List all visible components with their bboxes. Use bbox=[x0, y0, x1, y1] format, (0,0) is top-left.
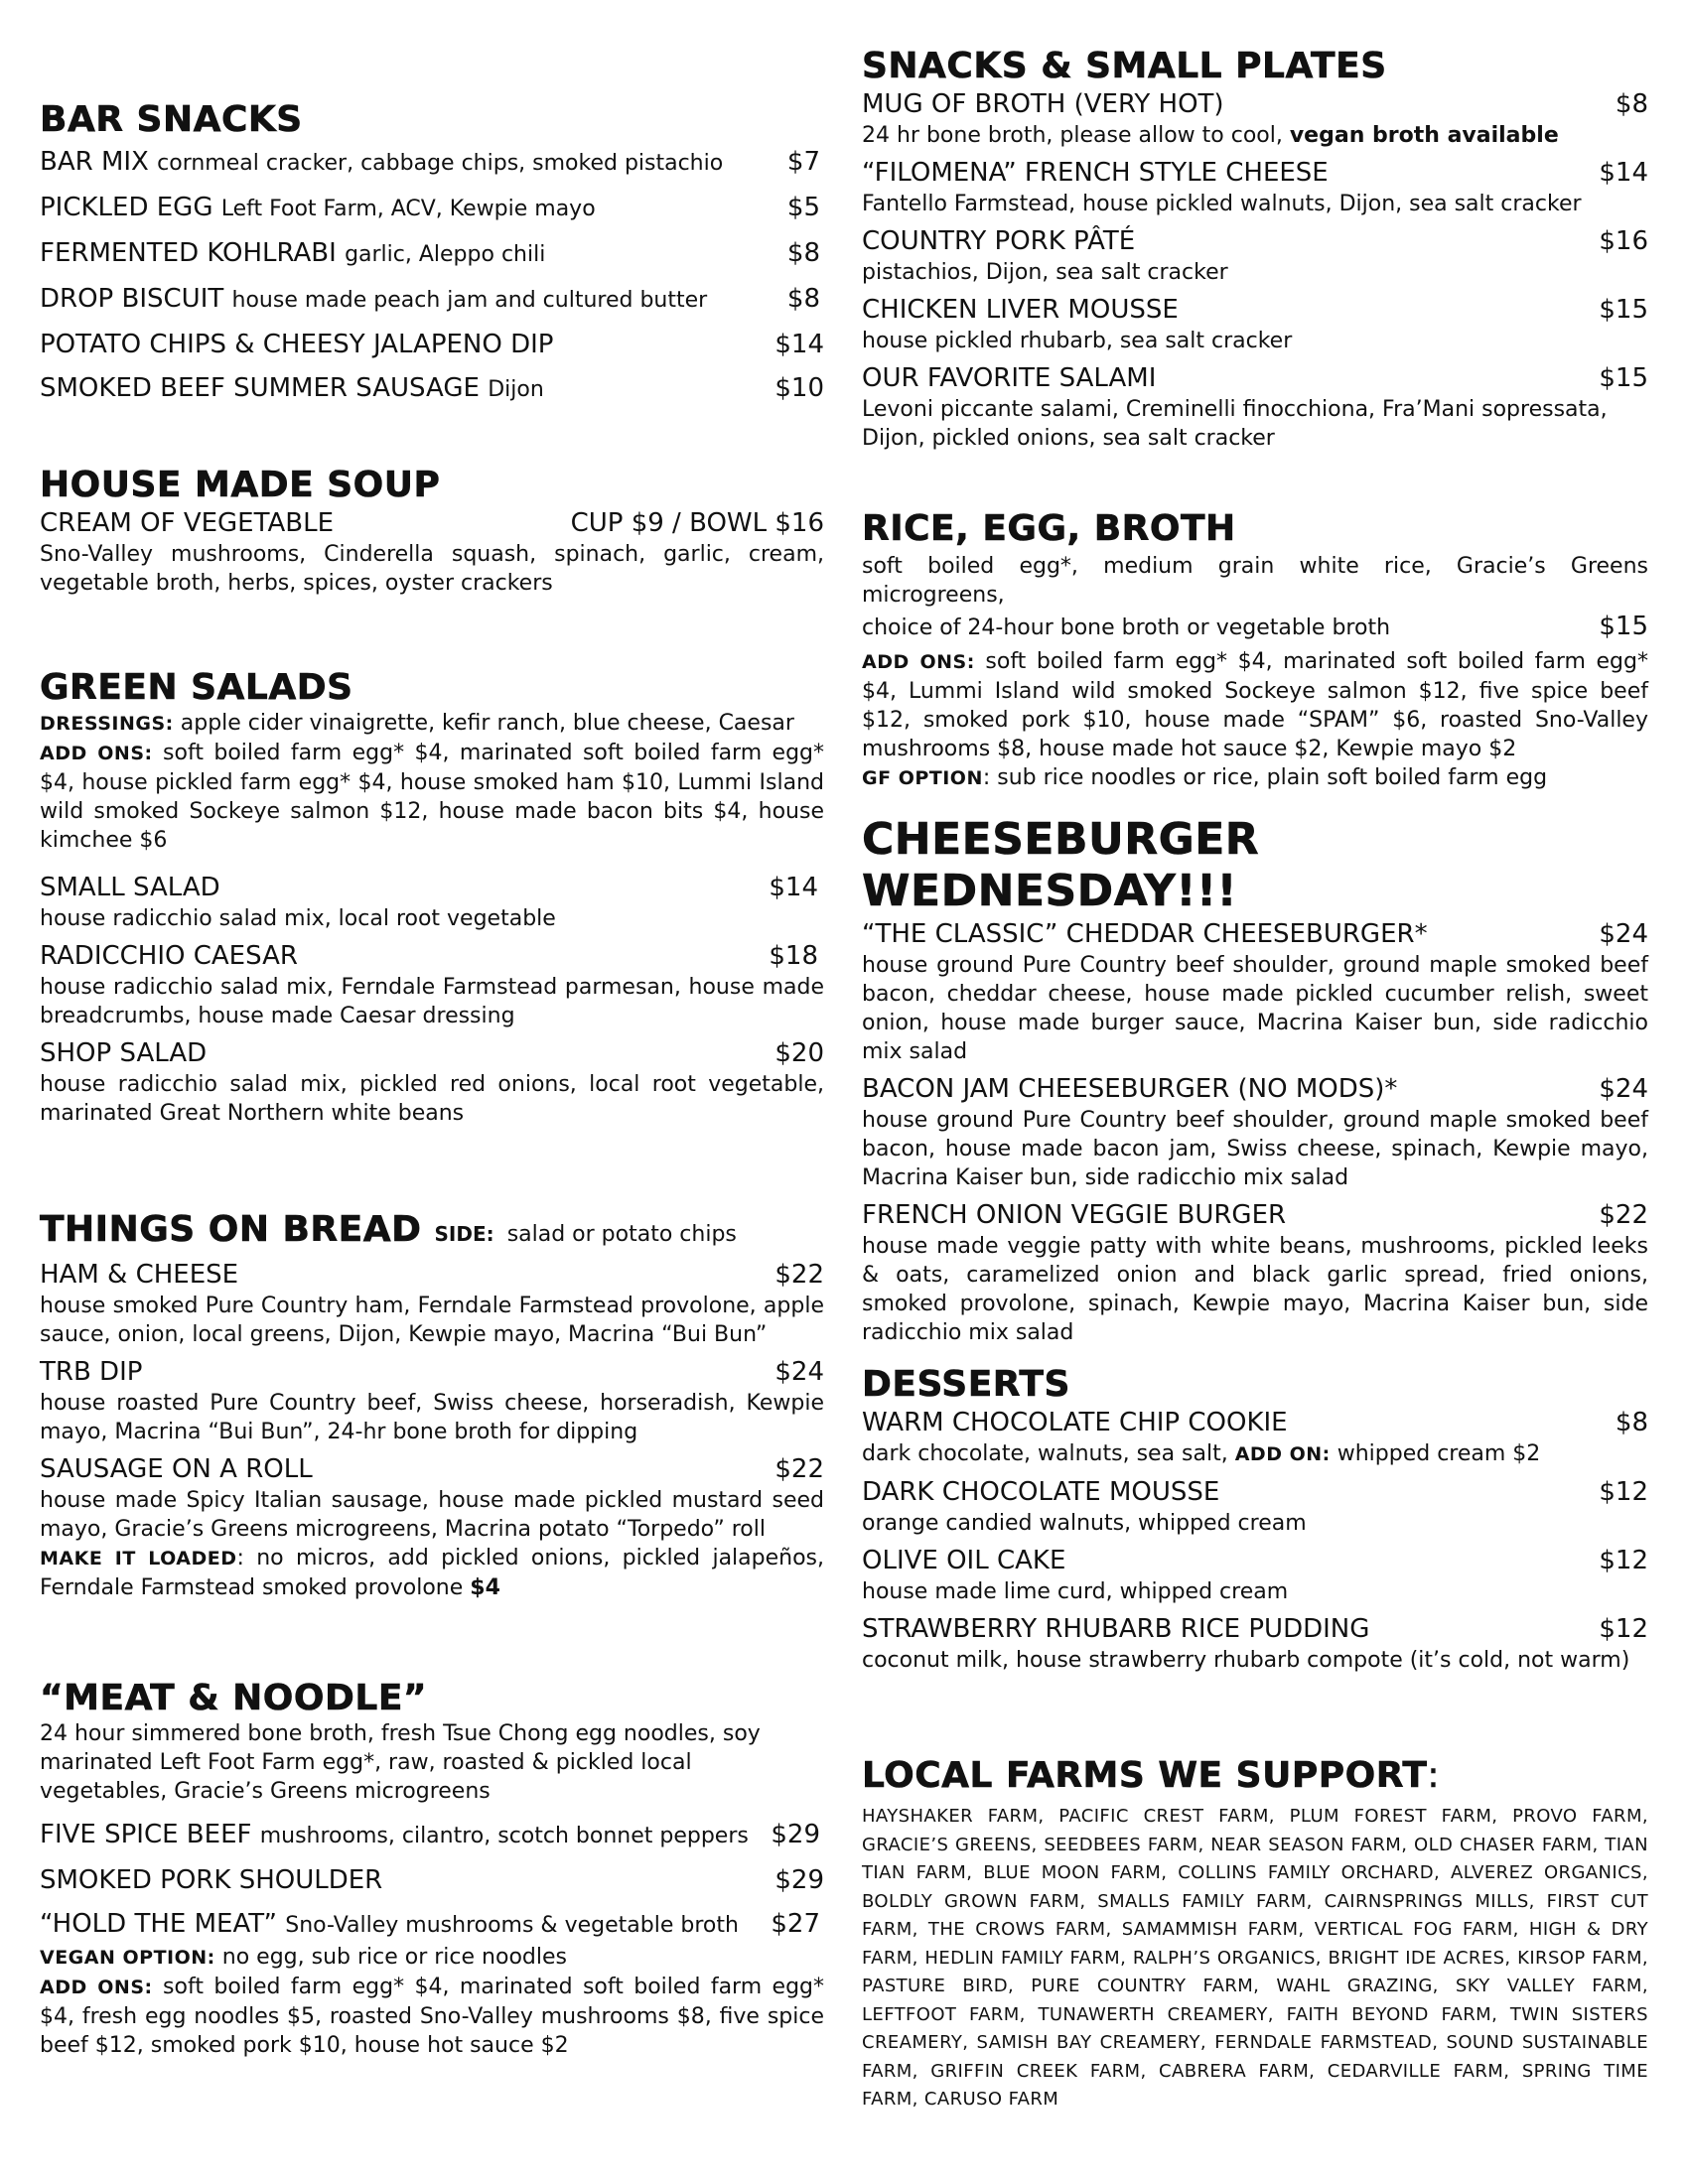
item-price: $8 bbox=[1615, 1408, 1648, 1437]
item-price: CUP $9 / BOWL $16 bbox=[570, 508, 824, 538]
menu-item bbox=[862, 1072, 1648, 1192]
item-name: MUG OF BROTH (VERY HOT) bbox=[862, 89, 1224, 119]
dressings-text: apple cider vinaigrette, kefir ranch, blue cheese, Caesar bbox=[180, 711, 794, 736]
menu-item bbox=[40, 328, 824, 361]
item-price: $15 bbox=[1599, 295, 1648, 325]
item-name: BACON JAM CHEESEBURGER (NO MODS)* bbox=[862, 1074, 1398, 1104]
item-name: FERMENTED KOHLRABI bbox=[40, 238, 337, 268]
side-label: SIDE: bbox=[434, 1222, 494, 1246]
menu-item bbox=[40, 1863, 824, 1897]
item-desc: house radicchio salad mix, local root vegetable bbox=[40, 906, 556, 931]
item-price: $18 bbox=[769, 941, 818, 971]
addons-label: ADD ONS: bbox=[862, 651, 975, 673]
cheeseburger-section bbox=[862, 814, 1648, 1347]
item-name: RADICCHIO CAESAR bbox=[40, 941, 298, 971]
small-plates-section bbox=[862, 46, 1648, 453]
heading-colon: : bbox=[1427, 1755, 1441, 1796]
menu-item bbox=[40, 371, 824, 407]
item-desc-bold: vegan broth available bbox=[1289, 123, 1559, 148]
gf-option bbox=[862, 763, 1648, 793]
menu-item bbox=[40, 282, 824, 318]
item-name: STRAWBERRY RHUBARB RICE PUDDING bbox=[862, 1614, 1370, 1644]
addons-text: soft boiled farm egg* $4, marinated soft boiled farm egg* $4, Lummi Island wild smoked Sockeye salmon $12, five spice beef $12, smoked pork $10, house made “SPAM” $6, roasted Sno-Valley mushrooms $8, house made hot sauce $2, Kewpie mayo $2 bbox=[862, 649, 1648, 761]
item-desc: house radicchio salad mix, Ferndale Farmstead parmesan, house made breadcrumbs, house made Caesar dressing bbox=[40, 975, 824, 1028]
menu-item bbox=[40, 1818, 824, 1853]
item-desc: Left Foot Farm, ACV, Kewpie mayo bbox=[220, 197, 596, 221]
vegan-option bbox=[40, 1943, 824, 1973]
item-desc: house roasted Pure Country beef, Swiss cheese, horseradish, Kewpie mayo, Macrina “Bui Bun”, 24-hr bone broth for dipping bbox=[40, 1391, 824, 1444]
menu-item bbox=[862, 1406, 1648, 1469]
section-heading: HOUSE MADE SOUP bbox=[40, 465, 441, 505]
item-name: SMOKED BEEF SUMMER SAUSAGE bbox=[40, 373, 480, 403]
item-name: “FILOMENA” FRENCH STYLE CHEESE bbox=[862, 158, 1329, 188]
item-name: BAR MIX bbox=[40, 147, 149, 177]
item-price: $20 bbox=[774, 1038, 824, 1068]
addons-block bbox=[40, 1973, 824, 2060]
farms-list: HAYSHAKER FARM, PACIFIC CREST FARM, PLUM FOREST FARM, PROVO FARM, GRACIE’S GREENS, SEEDBEES FARM, NEAR SEASON FARM, OLD CHASER FARM, TIAN TIAN FARM, BLUE MOON FARM, COLLINS FAMILY ORCHARD, ALVEREZ ORGANICS, BOLDLY GROWN FARM, SMALLS FAMILY FARM, CAIRNSPRINGS MILLS, FIRST CUT FARM, THE CROWS FARM, SAMAMMISH FARM, VERTICAL FOG FARM, HIGH & DRY FARM, HEDLIN FAMILY FARM, RALPH’S ORGANICS, BRIGHT IDE ACRES, KIRSOP FARM, PASTURE BIRD, PURE COUNTRY FARM, WAHL GRAZING, SKY VALLEY FARM, LEFTFOOT FARM, TUNAWERTH CREAMERY, FAITH BEYOND FARM, TWIN SISTERS CREAMERY, SAMISH BAY CREAMERY, FERNDALE FARMSTEAD, SOUND SUSTAINABLE FARM, GRIFFIN CREEK FARM, CABRERA FARM, CEDARVILLE FARM, SPRING TIME FARM, CARUSO FARM bbox=[862, 1806, 1648, 2110]
addons-block bbox=[40, 739, 824, 855]
item-name: SHOP SALAD bbox=[40, 1038, 208, 1068]
menu-item bbox=[862, 361, 1648, 453]
menu-item bbox=[40, 939, 824, 1030]
item-price: $14 bbox=[1599, 158, 1648, 188]
desserts-section bbox=[862, 1364, 1648, 1675]
item-desc: house made lime curd, whipped cream bbox=[862, 1579, 1289, 1604]
gf-text: : sub rice noodles or rice, plain soft boiled farm egg bbox=[982, 765, 1548, 790]
soup-section bbox=[40, 465, 824, 598]
addons-block bbox=[862, 647, 1648, 763]
menu-item bbox=[40, 1355, 824, 1446]
dressings-label: DRESSINGS: bbox=[40, 713, 174, 735]
addons-text: soft boiled farm egg* $4, marinated soft boiled farm egg* $4, house pickled farm egg* $4, house smoked ham $10, Lummi Island wild smoked Sockeye salmon $12, house made bacon bits $4, house kimchee $6 bbox=[40, 741, 825, 853]
menu-item bbox=[862, 1544, 1648, 1606]
menu-item bbox=[862, 293, 1648, 355]
menu-item bbox=[40, 506, 824, 540]
menu-item bbox=[40, 1036, 824, 1128]
item-price: $5 bbox=[786, 193, 820, 222]
gf-label: GF OPTION bbox=[862, 767, 983, 789]
things-on-bread-section bbox=[40, 1209, 824, 1602]
item-price: $24 bbox=[1599, 1074, 1648, 1104]
item-price: $24 bbox=[1599, 919, 1648, 949]
item-name: FIVE SPICE BEEF bbox=[40, 1820, 252, 1849]
local-farms-section bbox=[862, 1755, 1648, 2115]
item-name: SMOKED PORK SHOULDER bbox=[40, 1865, 383, 1895]
menu-item bbox=[862, 156, 1648, 218]
menu-item bbox=[862, 224, 1648, 287]
item-price: $22 bbox=[774, 1454, 824, 1484]
item-price: $16 bbox=[1599, 226, 1648, 256]
item-desc: house made Spicy Italian sausage, house made pickled mustard seed mayo, Gracie’s Greens microgreens, Macrina potato “Torpedo” roll bbox=[40, 1488, 824, 1542]
item-desc: mushrooms, cilantro, scotch bonnet peppers bbox=[259, 1824, 749, 1848]
menu-item bbox=[40, 236, 824, 272]
item-name: DROP BISCUIT bbox=[40, 284, 224, 314]
addons-label: ADD ONS: bbox=[40, 1977, 153, 1998]
item-desc: house made veggie patty with white beans, mushrooms, pickled leeks & oats, caramelized onion and black garlic spread, fried onions, smoked provolone, spinach, Kewpie mayo, Macrina Kaiser bun, side radicchio mix salad bbox=[862, 1234, 1648, 1345]
section-heading bbox=[862, 1755, 1648, 1797]
section-desc: 24 hour simmered bone broth, fresh Tsue Chong egg noodles, soy marinated Left Foot Farm egg*, raw, roasted & pickled local vegetables, Gracie’s Greens microgreens bbox=[40, 1721, 761, 1804]
loaded-option bbox=[40, 1544, 824, 1602]
section-heading bbox=[40, 1209, 824, 1256]
addons-text: soft boiled farm egg* $4, marinated soft boiled farm egg* $4, fresh egg noodles $5, roasted Sno-Valley mushrooms $8, five spice beef $12, smoked pork $10, house hot sauce $2 bbox=[40, 1975, 825, 2058]
loaded-label: MAKE IT LOADED bbox=[40, 1548, 237, 1570]
item-desc: house smoked Pure Country ham, Ferndale Farmstead provolone, apple sauce, onion, local greens, Dijon, Kewpie mayo, Macrina “Bui Bun” bbox=[40, 1294, 824, 1347]
item-desc: cornmeal cracker, cabbage chips, smoked pistachio bbox=[157, 151, 724, 176]
item-price: $12 bbox=[1599, 1614, 1648, 1644]
item-desc: orange candied walnuts, whipped cream bbox=[862, 1511, 1307, 1536]
menu-item bbox=[862, 1612, 1648, 1675]
section-heading: BAR SNACKS bbox=[40, 99, 303, 140]
item-name: “HOLD THE MEAT” bbox=[40, 1909, 277, 1939]
addon-label: ADD ON: bbox=[1234, 1443, 1331, 1465]
section-heading: DESSERTS bbox=[862, 1364, 1070, 1405]
item-name: FRENCH ONION VEGGIE BURGER bbox=[862, 1200, 1287, 1230]
loaded-text: : no micros, add pickled onions, pickled jalapeños, Ferndale Farmstead smoked provolone bbox=[40, 1546, 825, 1600]
menu-item bbox=[40, 1452, 824, 1544]
meat-noodle-section bbox=[40, 1678, 824, 2060]
menu-item bbox=[862, 87, 1648, 150]
dressings-line bbox=[40, 709, 824, 739]
item-name: CHICKEN LIVER MOUSSE bbox=[862, 295, 1179, 325]
vegan-label: VEGAN OPTION: bbox=[40, 1947, 215, 1969]
addons-label: ADD ONS: bbox=[40, 743, 153, 764]
menu-item bbox=[862, 610, 1648, 643]
item-desc: house ground Pure Country beef shoulder, ground maple smoked beef bacon, cheddar cheese, house made pickled cucumber relish, sweet onion, house made burger sauce, Macrina Kaiser bun, side radicchio mix salad bbox=[862, 953, 1648, 1064]
item-name: OUR FAVORITE SALAMI bbox=[862, 363, 1157, 393]
side-text: salad or potato chips bbox=[506, 1222, 737, 1247]
item-name: TRB DIP bbox=[40, 1357, 143, 1387]
item-desc bbox=[862, 121, 1648, 150]
item-price: $8 bbox=[786, 238, 820, 268]
menu-item bbox=[40, 145, 824, 181]
heading-text: LOCAL FARMS WE SUPPORT bbox=[862, 1755, 1428, 1796]
item-name: PICKLED EGG bbox=[40, 193, 213, 222]
vegan-text: no egg, sub rice or rice noodles bbox=[221, 1945, 567, 1970]
item-price: $12 bbox=[1599, 1546, 1648, 1575]
item-price: $15 bbox=[1599, 612, 1648, 641]
item-name: WARM CHOCOLATE CHIP COOKIE bbox=[862, 1408, 1288, 1437]
menu-item bbox=[862, 1475, 1648, 1538]
item-name: POTATO CHIPS & CHEESY JALAPENO DIP bbox=[40, 330, 554, 359]
item-desc-tail: whipped cream $2 bbox=[1330, 1441, 1541, 1466]
menu-item bbox=[40, 191, 824, 226]
menu-item bbox=[862, 1198, 1648, 1347]
item-desc: Sno-Valley mushrooms & vegetable broth bbox=[285, 1913, 739, 1938]
heading-text: THINGS ON BREAD bbox=[40, 1209, 422, 1250]
section-heading: CHEESEBURGER WEDNESDAY!!! bbox=[862, 814, 1260, 916]
item-price: $29 bbox=[771, 1820, 820, 1849]
menu-item bbox=[40, 1258, 824, 1349]
item-price: $15 bbox=[1599, 363, 1648, 393]
item-desc: house made peach jam and cultured butter bbox=[231, 288, 708, 313]
section-heading: GREEN SALADS bbox=[40, 667, 353, 708]
green-salads-section bbox=[40, 667, 824, 1128]
item-desc: house radicchio salad mix, pickled red onions, local root vegetable, marinated Great Northern white beans bbox=[40, 1072, 824, 1126]
item-price: $7 bbox=[786, 147, 820, 177]
section-heading: RICE, EGG, BROTH bbox=[862, 508, 1236, 549]
item-price: $22 bbox=[1599, 1200, 1648, 1230]
item-desc: Sno-Valley mushrooms, Cinderella squash, spinach, garlic, cream, vegetable broth, herbs, spices, oyster crackers bbox=[40, 542, 824, 596]
item-price: $29 bbox=[774, 1865, 824, 1895]
item-price: $27 bbox=[771, 1909, 820, 1939]
item-price: $10 bbox=[774, 373, 824, 403]
item-desc: pistachios, Dijon, sea salt cracker bbox=[862, 260, 1228, 285]
item-name: HAM & CHEESE bbox=[40, 1260, 239, 1290]
item-desc: Fantello Farmstead, house pickled walnuts, Dijon, sea salt cracker bbox=[862, 192, 1582, 216]
loaded-price: $4 bbox=[470, 1575, 500, 1600]
item-name: “THE CLASSIC” CHEDDAR CHEESEBURGER* bbox=[862, 919, 1428, 949]
menu-item bbox=[40, 871, 824, 933]
item-name: SMALL SALAD bbox=[40, 873, 220, 902]
item-price: $14 bbox=[769, 873, 818, 902]
rice-egg-broth-section bbox=[862, 508, 1648, 793]
item-desc-text: 24 hr bone broth, please allow to cool, bbox=[862, 123, 1290, 148]
section-heading: SNACKS & SMALL PLATES bbox=[862, 46, 1387, 86]
item-desc-text: dark chocolate, walnuts, sea salt, bbox=[862, 1441, 1235, 1466]
item-price: $22 bbox=[774, 1260, 824, 1290]
item-name: SAUSAGE ON A ROLL bbox=[40, 1454, 313, 1484]
menu-item bbox=[40, 1907, 824, 1943]
item-name: DARK CHOCOLATE MOUSSE bbox=[862, 1477, 1220, 1507]
bar-snacks-section bbox=[40, 99, 824, 407]
item-name: COUNTRY PORK PÂTÉ bbox=[862, 226, 1136, 256]
menu-item bbox=[862, 917, 1648, 1066]
item-name: CREAM OF VEGETABLE bbox=[40, 508, 335, 538]
item-price: $8 bbox=[1615, 89, 1648, 119]
item-desc: house pickled rhubarb, sea salt cracker bbox=[862, 329, 1293, 353]
item-desc: Levoni piccante salami, Creminelli finocchiona, Fra’Mani sopressata, Dijon, pickled onions, sea salt cracker bbox=[862, 397, 1608, 451]
item-price: $24 bbox=[774, 1357, 824, 1387]
item-price: $12 bbox=[1599, 1477, 1648, 1507]
section-heading: “MEAT & NOODLE” bbox=[40, 1678, 428, 1718]
item-desc bbox=[862, 1439, 1648, 1469]
item-desc: coconut milk, house strawberry rhubarb compote (it’s cold, not warm) bbox=[862, 1648, 1630, 1673]
item-price: $8 bbox=[786, 284, 820, 314]
item-name: OLIVE OIL CAKE bbox=[862, 1546, 1066, 1575]
item-desc: house ground Pure Country beef shoulder, ground maple smoked beef bacon, house made bacon jam, Swiss cheese, spinach, Kewpie mayo, Macrina Kaiser bun, side radicchio mix salad bbox=[862, 1108, 1648, 1190]
item-desc: Dijon bbox=[488, 377, 544, 402]
section-desc: soft boiled egg*, medium grain white rice, Gracie’s Greens microgreens, bbox=[862, 554, 1648, 608]
item-desc: choice of 24-hour bone broth or vegetable broth bbox=[862, 615, 1391, 640]
item-desc: garlic, Aleppo chili bbox=[345, 242, 546, 267]
item-price: $14 bbox=[774, 330, 824, 359]
